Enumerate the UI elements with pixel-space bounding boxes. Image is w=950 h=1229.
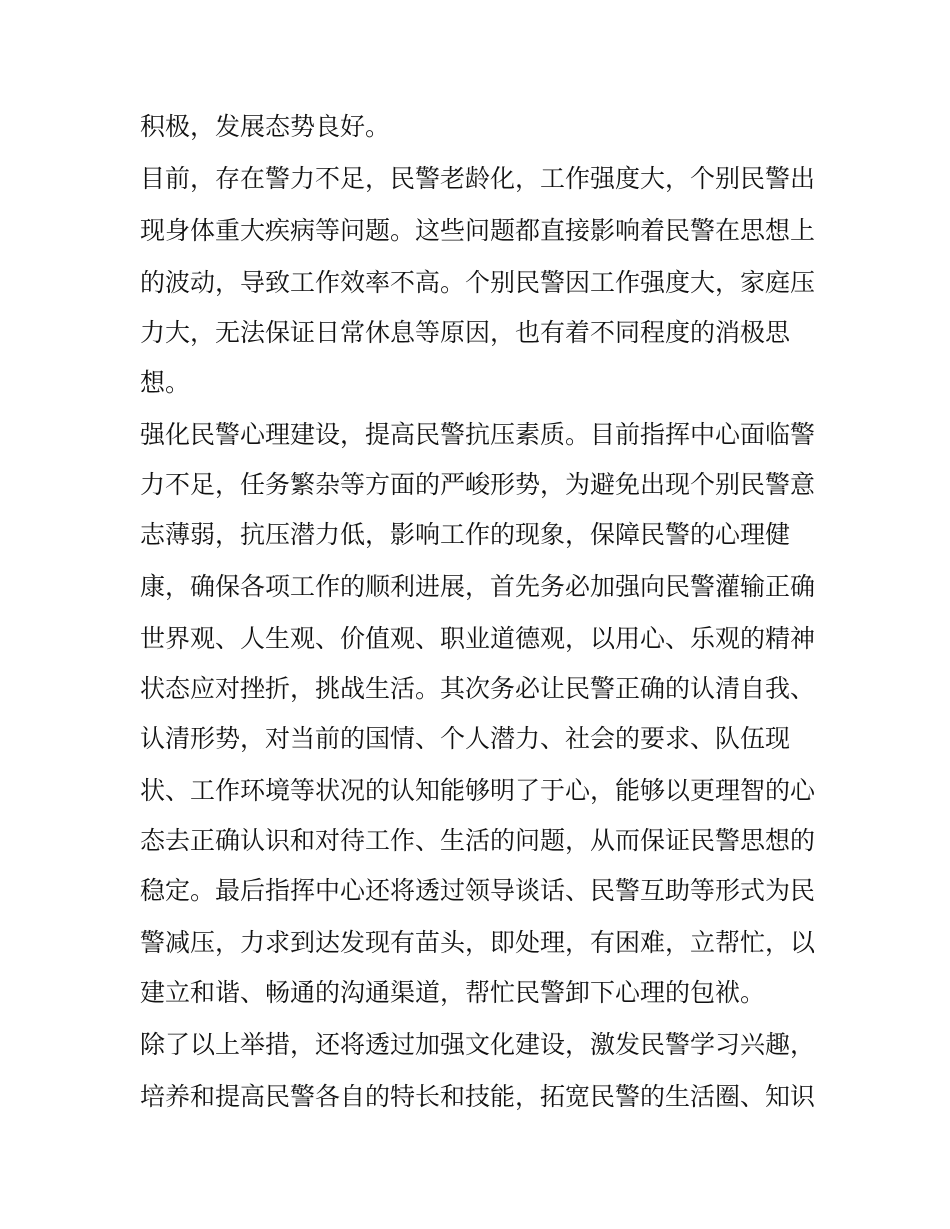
text-line: 力大，无法保证日常休息等原因，也有着不同程度的消极思 xyxy=(140,318,791,347)
text-line: 想。 xyxy=(140,368,191,397)
text-line: 认清形势，对当前的国情、个人潜力、社会的要求、队伍现 xyxy=(140,724,791,753)
text-line: 现身体重大疾病等问题。这些问题都直接影响着民警在思想上 xyxy=(140,216,816,245)
text-line: 警减压，力求到达发现有苗头，即处理，有困难，立帮忙，以 xyxy=(140,928,816,957)
text-line: 稳定。最后指挥中心还将透过领导谈话、民警互助等形式为民 xyxy=(140,876,816,905)
text-line: 力不足，任务繁杂等方面的严峻形势，为避免出现个别民警意 xyxy=(140,470,816,499)
text-line: 积极，发展态势良好。 xyxy=(140,112,391,141)
text-line: 目前，存在警力不足，民警老龄化，工作强度大，个别民警出 xyxy=(140,164,816,193)
text-line: 世界观、人生观、价值观、职业道德观，以用心、乐观的精神 xyxy=(140,624,816,653)
text-line: 除了以上举措，还将透过加强文化建设，激发民警学习兴趣， xyxy=(140,1030,816,1059)
text-line: 康，确保各项工作的顺利进展，首先务必加强向民警灌输正确 xyxy=(140,572,816,601)
text-line: 状态应对挫折，挑战生活。其次务必让民警正确的认清自我、 xyxy=(140,674,816,703)
text-line: 志薄弱，抗压潜力低，影响工作的现象，保障民警的心理健 xyxy=(140,520,791,549)
text-line: 培养和提高民警各自的特长和技能，拓宽民警的生活圈、知识 xyxy=(140,1082,816,1111)
text-line: 的波动，导致工作效率不高。个别民警因工作强度大，家庭压 xyxy=(140,268,816,297)
text-line: 强化民警心理建设，提高民警抗压素质。目前指挥中心面临警 xyxy=(140,420,816,449)
text-line: 状、工作环境等状况的认知能够明了于心，能够以更理智的心 xyxy=(140,776,816,805)
text-line: 态去正确认识和对待工作、生活的问题，从而保证民警思想的 xyxy=(140,826,816,855)
text-line: 建立和谐、畅通的沟通渠道，帮忙民警卸下心理的包袱。 xyxy=(140,978,766,1007)
